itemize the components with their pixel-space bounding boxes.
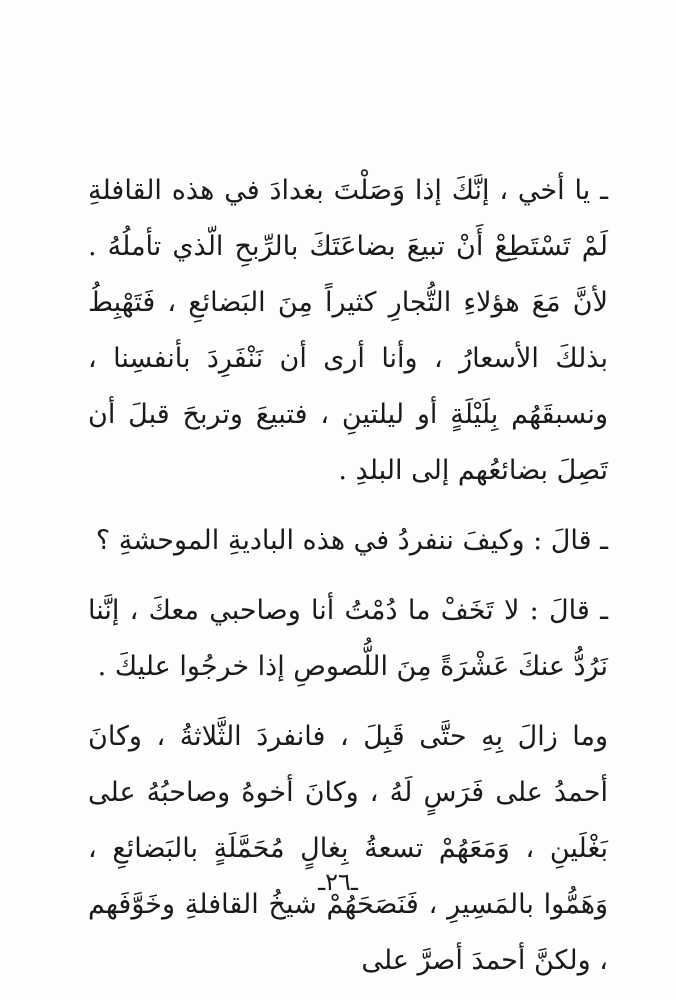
page-number: ـ٢٦ـ	[318, 868, 358, 896]
paragraph-1: ـ يا أخي ، إنَّكَ إذا وَصَلْتَ بغدادَ في هذه القافلةِ لَمْ تَسْتَطِعْ أَنْ تبيعَ بضاعَتَكَ بالرِّبحِ الّذي تأملُهُ . لأنَّ مَعَ هؤلاءِ التُّجارِ كثيراً مِنَ البَضائعِ ، فَتَهْبِطُ بذلكَ الأسعارُ ، وأنا أرى أن نَنْفَرِدَ بأنفسِنا ، ونسبقَهُم بِلَيْلَةٍ أو ليلتينِ ، فتبيعَ وتربحَ قبلَ أن تَصِلَ بضائعُهم إلى البلدِ .	[88, 175, 608, 486]
paragraph-2: ـ قالَ : وكيفَ ننفردُ في هذه الباديةِ الموحشةِ ؟	[95, 525, 608, 556]
paragraph-4: وما زالَ بِهِ حتَّى قَبِلَ ، فانفردَ الثَّلاثةُ ، وكانَ أحمدُ على فَرَسٍ لَهُ ، وكانَ أخوهُ وصاحبُهُ على بَغْلَينِ ، وَمَعَهُمْ تسعةُ بِغالٍ مُحَمَّلَةٍ بالبَضائعِ ، وَهَمُّوا بالمَسِيرِ ، فَنَصَحَهُمْ شيخُ القافلةِ وخَوَّفَهم ، ولكنَّ أحمدَ أصرَّ على	[88, 721, 608, 976]
paragraph-3: ـ قالَ : لا تَخَفْ ما دُمْتُ أنا وصاحبي معكَ ، إنَّنا نَرُدُّ عنكَ عَشْرَةً مِنَ اللُّصوصِ إذا خرجُوا عليكَ .	[88, 595, 608, 682]
page-body-text	[88, 163, 608, 989]
